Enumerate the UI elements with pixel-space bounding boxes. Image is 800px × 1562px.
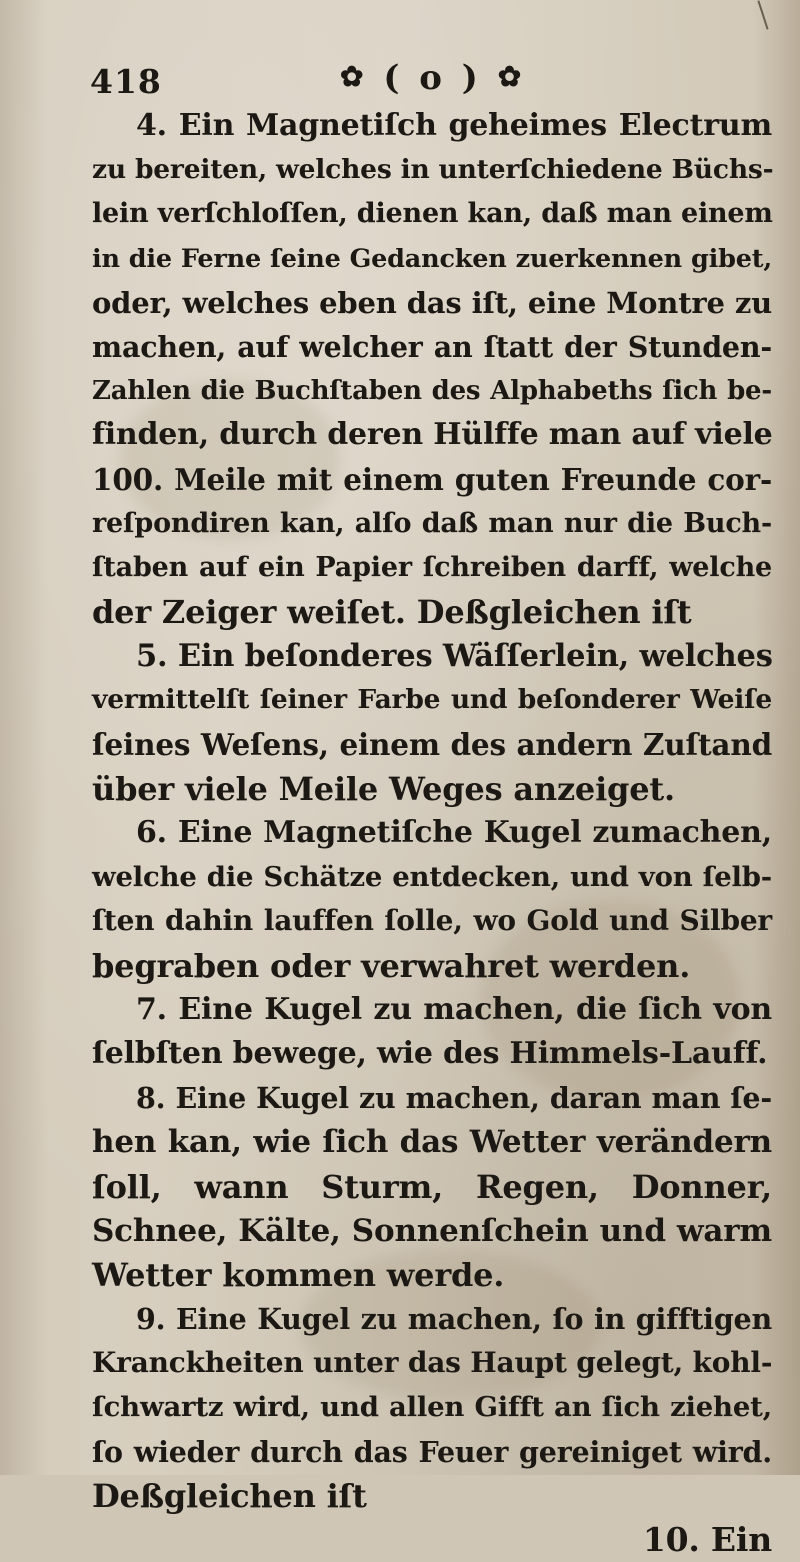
text-line: ſelbſten bewege, wie des Himmels-Lauff. bbox=[92, 1035, 768, 1071]
text-line: ſtaben auf ein Papier ſchreiben darff, welche bbox=[92, 551, 772, 583]
text-line: ſoll, wann Sturm, Regen, Donner, bbox=[92, 1167, 772, 1206]
text-line: 7. Eine Kugel zu machen, die ſich von bbox=[136, 991, 772, 1027]
text-line: 100. Meile mit einem guten Freunde cor- bbox=[92, 461, 772, 497]
text-line: 9. Eine Kugel zu machen, ſo in gifftigen bbox=[136, 1302, 772, 1337]
catchword: 10. Ein bbox=[642, 1520, 772, 1559]
text-line: vermittelſt ſeiner Farbe und beſonderer Weiſe bbox=[92, 684, 772, 716]
text-line: ſo wieder durch das Feuer gereiniget wird. bbox=[92, 1434, 772, 1469]
text-line: zu bereiten, welches in unterſchiedene Büchs- bbox=[92, 154, 774, 186]
text-line: oder, welches eben das iſt, eine Montre zu bbox=[92, 285, 772, 320]
text-line: 8. Eine Kugel zu machen, daran man ſe- bbox=[136, 1081, 772, 1116]
text-line: lein verſchloſſen, dienen kan, daß man einem bbox=[92, 198, 773, 230]
text-line: Wetter kommen werde. bbox=[92, 1255, 505, 1294]
text-line: Kranckheiten unter das Haupt gelegt, kohl- bbox=[92, 1346, 773, 1380]
text-line: machen, auf welcher an ſtatt der Stunden- bbox=[92, 329, 772, 364]
text-line: über viele Meile Weges anzeiget. bbox=[92, 769, 675, 808]
page-crease bbox=[757, 0, 768, 29]
text-line: welche die Schätze entdecken, und von ſelb- bbox=[92, 861, 772, 894]
text-line: finden, durch deren Hülffe man auf viele bbox=[92, 417, 773, 453]
text-line: ſeines Weſens, einem des andern Zuſtand bbox=[92, 726, 772, 762]
text-line: hen kan, wie ſich das Wetter verändern bbox=[92, 1124, 772, 1161]
fleuron-icon: ✿ bbox=[497, 60, 526, 93]
fleuron-icon: ✿ bbox=[340, 60, 368, 93]
text-line: 4. Ein Magnetiſch geheimes Electrum bbox=[136, 108, 772, 143]
text-line: in die Ferne ſeine Gedancken zuerkennen gibet, bbox=[92, 243, 772, 274]
text-line: reſpondiren kan, alſo daß man nur die Buch- bbox=[92, 507, 772, 539]
text-line: Zahlen die Buchſtaben des Alphabeths ſich be- bbox=[92, 376, 772, 407]
text-line: 6. Eine Magnetiſche Kugel zumachen, bbox=[136, 815, 772, 850]
body-text bbox=[92, 104, 772, 1562]
text-line: Schnee, Kälte, Sonnenſchein und warm bbox=[92, 1212, 772, 1249]
text-line: ſten dahin lauffen ſolle, wo Gold und Silber bbox=[92, 904, 772, 938]
page-header bbox=[90, 58, 710, 104]
running-head-text: ( o ) bbox=[383, 58, 482, 98]
page-number: 418 bbox=[90, 62, 162, 101]
text-line: ſchwartz wird, und allen Gifft an ſich ziehet, bbox=[92, 1391, 772, 1424]
running-head bbox=[340, 58, 525, 98]
text-line: 5. Ein beſonderes Wäſſerlein, welches bbox=[136, 638, 773, 675]
text-line: der Zeiger weiſet. Deßgleichen iſt bbox=[92, 593, 692, 632]
text-line: begraben oder verwahret werden. bbox=[92, 946, 691, 985]
text-line: Deßgleichen iſt bbox=[92, 1476, 367, 1515]
